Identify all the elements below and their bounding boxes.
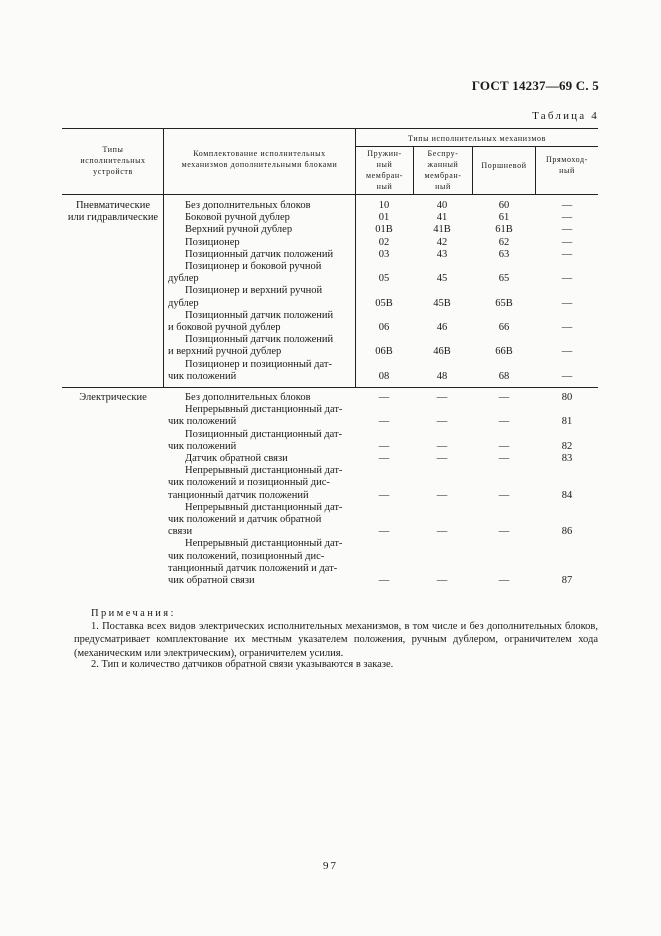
note-1: 1. Поставка всех видов электрических исполнительных механизмов, в том числе и без дополнительных блоков, предусматривает комплектование их местным указателем положения, ручным дублером, ограничителем хода (механическим или электрическим), ограничителем усилия. — [74, 621, 598, 659]
table-cell-code: — — [378, 526, 390, 538]
kit-text-line: Позиционный датчик положений — [185, 334, 334, 346]
table-cell-code: — — [436, 526, 448, 538]
kit-text-line: связи — [168, 526, 193, 538]
table-cell-code: 01 — [378, 212, 390, 224]
table-cell-code: — — [498, 575, 510, 586]
table-cell-code: 45 — [436, 273, 448, 285]
device-type-pneumatic: Пневматические или гидравлические — [67, 200, 159, 223]
table-cell-code: — — [561, 200, 573, 211]
header-direct-stroke: Прямоход- ный — [546, 155, 588, 175]
table-cell-code: 84 — [561, 489, 573, 501]
table-cell-code: — — [561, 297, 573, 309]
kit-text-line: Датчик обратной связи — [185, 453, 288, 464]
table-cell-code: 41В — [433, 224, 451, 236]
kit-text-line: дублер — [168, 273, 199, 285]
table-cell-code: 62 — [498, 236, 510, 248]
kit-text-line: Позиционный дистанционный дат- — [185, 428, 343, 440]
kit-text-line: Позиционный датчик положений — [185, 248, 334, 260]
table-cell-code: 81 — [561, 416, 573, 428]
table-cell-code: — — [561, 236, 573, 248]
table-cell-code: — — [378, 489, 390, 501]
note-2: 2. Тип и количество датчиков обратной связи указываются в заказе. — [91, 659, 394, 670]
table-label: Таблица 4 — [532, 110, 599, 122]
table-cell-code: 46В — [433, 346, 451, 358]
header-mechanism-types: Типы исполнительных механизмов — [408, 134, 546, 143]
kit-text-line: Позиционер и боковой ручной — [185, 261, 322, 272]
kit-text-line: Непрерывный дистанционный дат- — [185, 465, 343, 477]
kit-text-line: чик положений — [168, 440, 237, 452]
kit-text-line: чик положений и датчик обратной — [168, 514, 322, 525]
table-cell-code: 10 — [378, 200, 390, 211]
table-cell-code: — — [498, 392, 510, 403]
table-cell-code: 80 — [561, 392, 573, 403]
table-cell-code: — — [498, 416, 510, 428]
table-cell-code: 66В — [495, 346, 513, 358]
table-cell-code: — — [498, 453, 510, 464]
kit-text-line: Позиционер — [185, 236, 240, 248]
table-header-bottom-rule — [62, 194, 598, 195]
table-cell-code: — — [436, 440, 448, 452]
table-cell-code: 46 — [436, 322, 448, 333]
table-cell-code: — — [436, 575, 448, 586]
table-cell-code: 06В — [375, 346, 393, 358]
table-cell-code: — — [498, 489, 510, 501]
header-spring-membrane: Пружин- ный мембран- ный — [365, 149, 404, 191]
table-top-rule — [62, 128, 598, 129]
table-cell-code: 61 — [498, 212, 510, 224]
table-cell-code: 68 — [498, 370, 510, 382]
table-cell-code: 87 — [561, 575, 573, 586]
table-cell-code: 06 — [378, 322, 390, 333]
kit-text-line: Непрерывный дистанционный дат- — [185, 501, 343, 513]
table-cell-code: 86 — [561, 526, 573, 538]
kit-text-line: Позиционер и верхний ручной — [185, 285, 323, 297]
table-cell-code: — — [561, 273, 573, 285]
kit-text-line: Позиционный датчик положений — [185, 309, 334, 321]
table-cell-code: 61В — [495, 224, 513, 236]
table-cell-code: 03 — [378, 248, 390, 260]
table-cell-code: 05 — [378, 273, 390, 285]
column-divider — [163, 128, 164, 388]
table-cell-code: — — [436, 453, 448, 464]
kit-text-line: чик положений, позиционный дис- — [168, 550, 325, 562]
kit-text-line: Без дополнительных блоков — [185, 200, 311, 211]
table-cell-code: — — [561, 248, 573, 260]
table-cell-code: — — [378, 392, 390, 403]
table-cell-code: — — [436, 392, 448, 403]
kit-text-line: чик положений и позиционный дис- — [168, 477, 330, 489]
table-cell-code: 82 — [561, 440, 573, 452]
header-springless-membrane: Беспру- жанный мембран- ный — [424, 149, 462, 191]
group-header-rule — [355, 146, 598, 147]
table-cell-code: — — [378, 575, 390, 586]
header-device-types: Типы исполнительных устройств — [80, 145, 146, 176]
document-reference: ГОСТ 14237—69 С. 5 — [471, 78, 599, 93]
table-cell-code: — — [498, 440, 510, 452]
header-kit: Комплектование исполнительных механизмов дополнительными блоками — [181, 149, 338, 169]
notes-title: Примечания: — [91, 608, 176, 619]
table-cell-code: 65В — [495, 297, 513, 309]
table-cell-code: 40 — [436, 200, 448, 211]
table-cell-code: 05В — [375, 297, 393, 309]
table-cell-code: — — [378, 416, 390, 428]
kit-text-line: Без дополнительных блоков — [185, 392, 311, 403]
page-number: 97 — [323, 860, 338, 872]
kit-text-line: и боковой ручной дублер — [168, 322, 281, 333]
table-cell-code: 02 — [378, 236, 390, 248]
table-cell-code: 66 — [498, 322, 510, 333]
device-type-electric: Электрические — [79, 392, 147, 403]
table-cell-code: — — [561, 224, 573, 236]
table-cell-code: — — [378, 440, 390, 452]
kit-text-line: танционный датчик положений — [168, 489, 309, 501]
table-cell-code: — — [561, 322, 573, 333]
header-piston: Поршневой — [481, 161, 527, 170]
table-cell-code: 60 — [498, 200, 510, 211]
table-cell-code: 65 — [498, 273, 510, 285]
kit-text-line: Боковой ручной дублер — [185, 212, 290, 224]
table-cell-code: 01В — [375, 224, 393, 236]
kit-text-line: чик положений — [168, 370, 237, 382]
table-cell-code: — — [561, 346, 573, 358]
kit-text-line: Непрерывный дистанционный дат- — [185, 404, 343, 416]
kit-text-line: чик обратной связи — [168, 575, 255, 586]
table-cell-code: 48 — [436, 370, 448, 382]
table-cell-code: 43 — [436, 248, 448, 260]
kit-text-line: Непрерывный дистанционный дат- — [185, 538, 343, 550]
table-cell-code: — — [378, 453, 390, 464]
kit-text-line: Позиционер и позиционный дат- — [185, 358, 332, 370]
table-cell-code: — — [436, 489, 448, 501]
kit-text-line: Верхний ручной дублер — [185, 224, 293, 236]
table-cell-code: 08 — [378, 370, 390, 382]
table-cell-code: 42 — [436, 236, 448, 248]
table-cell-code: 83 — [561, 453, 573, 464]
table-cell-code: 63 — [498, 248, 510, 260]
kit-text-line: и верхний ручной дублер — [168, 346, 282, 358]
kit-text-line: дублер — [168, 297, 199, 309]
table-cell-code: — — [561, 212, 573, 224]
section-divider-rule — [62, 387, 598, 388]
table-cell-code: — — [498, 526, 510, 538]
table-cell-code: — — [436, 416, 448, 428]
kit-text-line: чик положений — [168, 416, 237, 428]
kit-text-line: танционный датчик положений и дат- — [168, 562, 338, 574]
table-cell-code: 41 — [436, 212, 448, 224]
table-cell-code: — — [561, 370, 573, 382]
table-cell-code: 45В — [433, 297, 451, 309]
